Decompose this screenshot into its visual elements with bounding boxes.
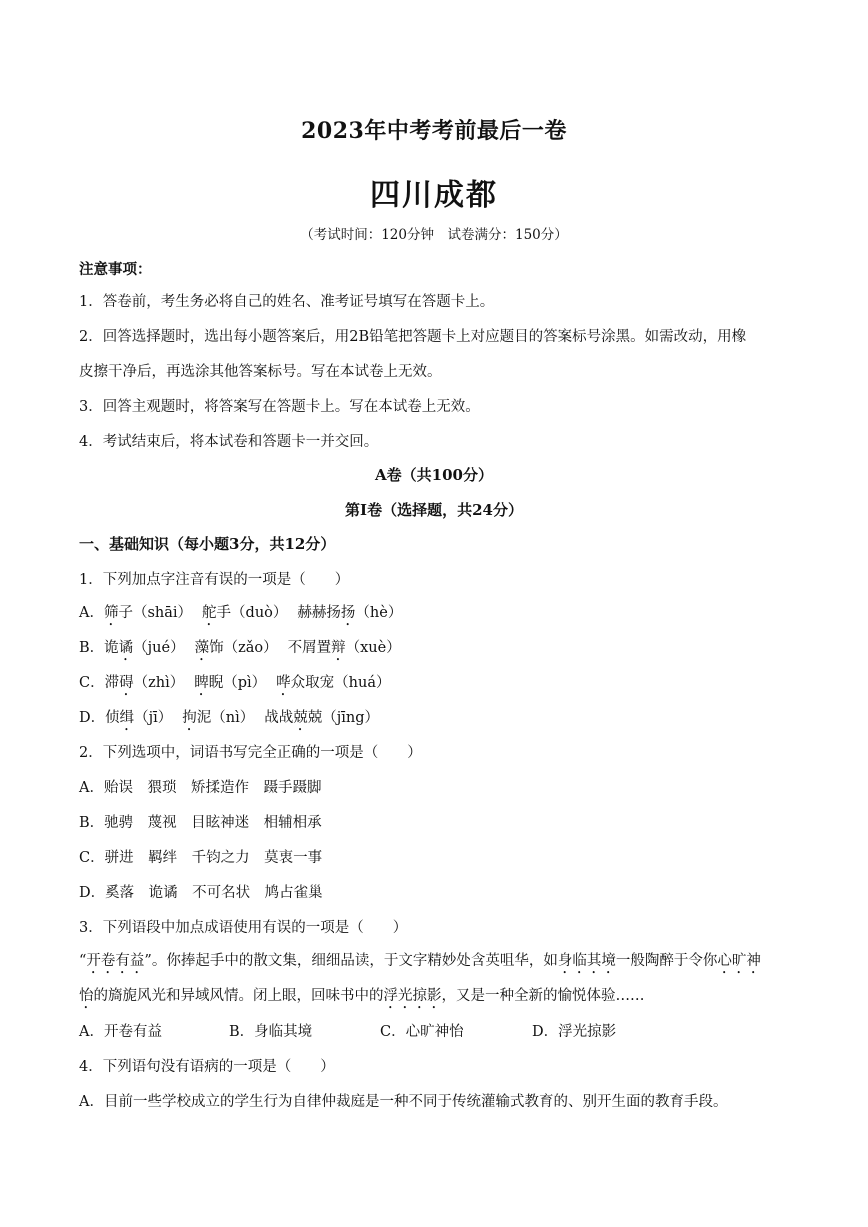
q2-option-d: D．奚落 诡谲 不可名状 鸠占雀巢 — [79, 885, 323, 901]
note-2-cont: 皮擦干净后，再选涂其他答案标号。写在本试卷上无效。 — [79, 364, 442, 380]
q1-option-d: D．侦缉（jī） 拘泥（nì） 战战兢兢（jīng） — [79, 710, 380, 726]
q1-option-c: C．滞碍（zhì） 睥睨（pì） 哗众取宠（huá） — [79, 675, 391, 691]
note-4: 4．考试结束后，将本试卷和答题卡一并交回。 — [79, 434, 379, 450]
q3-option-d: D．浮光掠影 — [532, 1024, 617, 1040]
note-2: 2．回答选择题时，选出每小题答案后，用2B铅笔把答题卡上对应题目的答案标号涂黑。如需改动，用橡 — [79, 329, 747, 345]
note-3: 3．回答主观题时，将答案写在答题卡上。写在本试卷上无效。 — [79, 399, 480, 415]
basic-section-heading: 一、基础知识（每小题3分，共12分） — [79, 535, 336, 553]
q3-stem: 3．下列语段中加点成语使用有误的一项是（ ） — [79, 920, 408, 936]
q3-passage-line-1: “开卷有益”。你捧起手中的散文集，细细品读，于文字精妙处含英咀华，如身临其境一般陶醉于令你心旷神 — [79, 953, 761, 969]
note-1: 1．答卷前，考生务必将自己的姓名、准考证号填写在答题卡上。 — [79, 294, 495, 310]
q2-option-c: C．骈进 羁绊 千钧之力 莫衷一事 — [79, 850, 323, 866]
q3-option-c: C．心旷神怡 — [380, 1024, 464, 1040]
q2-option-b: B．驰骋 蔑视 目眩神迷 相辅相承 — [79, 815, 322, 831]
q4-option-a: A．目前一些学校成立的学生行为自律仲裁庭是一种不同于传统灌输式教育的、别开生面的教育手段。 — [79, 1094, 728, 1110]
q2-stem: 2．下列选项中，词语书写完全正确的一项是（ ） — [79, 745, 422, 761]
q3-option-a: A．开卷有益 — [79, 1024, 162, 1040]
part-one-heading: 第Ⅰ卷（选择题，共24分） — [345, 501, 523, 519]
q1-option-a: A．筛子（shāi） 舵手（duò） 赫赫扬扬（hè） — [79, 605, 403, 621]
exam-info: （考试时间：120分钟 试卷满分：150分） — [300, 227, 568, 243]
notes-heading: 注意事项： — [79, 261, 152, 278]
q3-passage-line-2: 怡的旖旎风光和异域风情。闭上眼，回味书中的浮光掠影，又是一种全新的愉悦体验…… — [79, 988, 645, 1004]
q2-option-a: A．贻误 猥琐 矫揉造作 蹑手蹑脚 — [79, 780, 322, 796]
q1-option-b: B．诡谲（jué） 藻饰（zǎo） 不屑置辩（xuè） — [79, 640, 401, 656]
exam-region: 四川成都 — [370, 178, 498, 213]
q3-option-b: B．身临其境 — [229, 1024, 313, 1040]
exam-title: 2023年中考考前最后一卷 — [301, 118, 567, 144]
q4-stem: 4．下列语句没有语病的一项是（ ） — [79, 1059, 335, 1075]
volume-a-heading: A卷（共100分） — [375, 466, 493, 484]
q1-stem: 1．下列加点字注音有误的一项是（ ） — [79, 572, 350, 588]
